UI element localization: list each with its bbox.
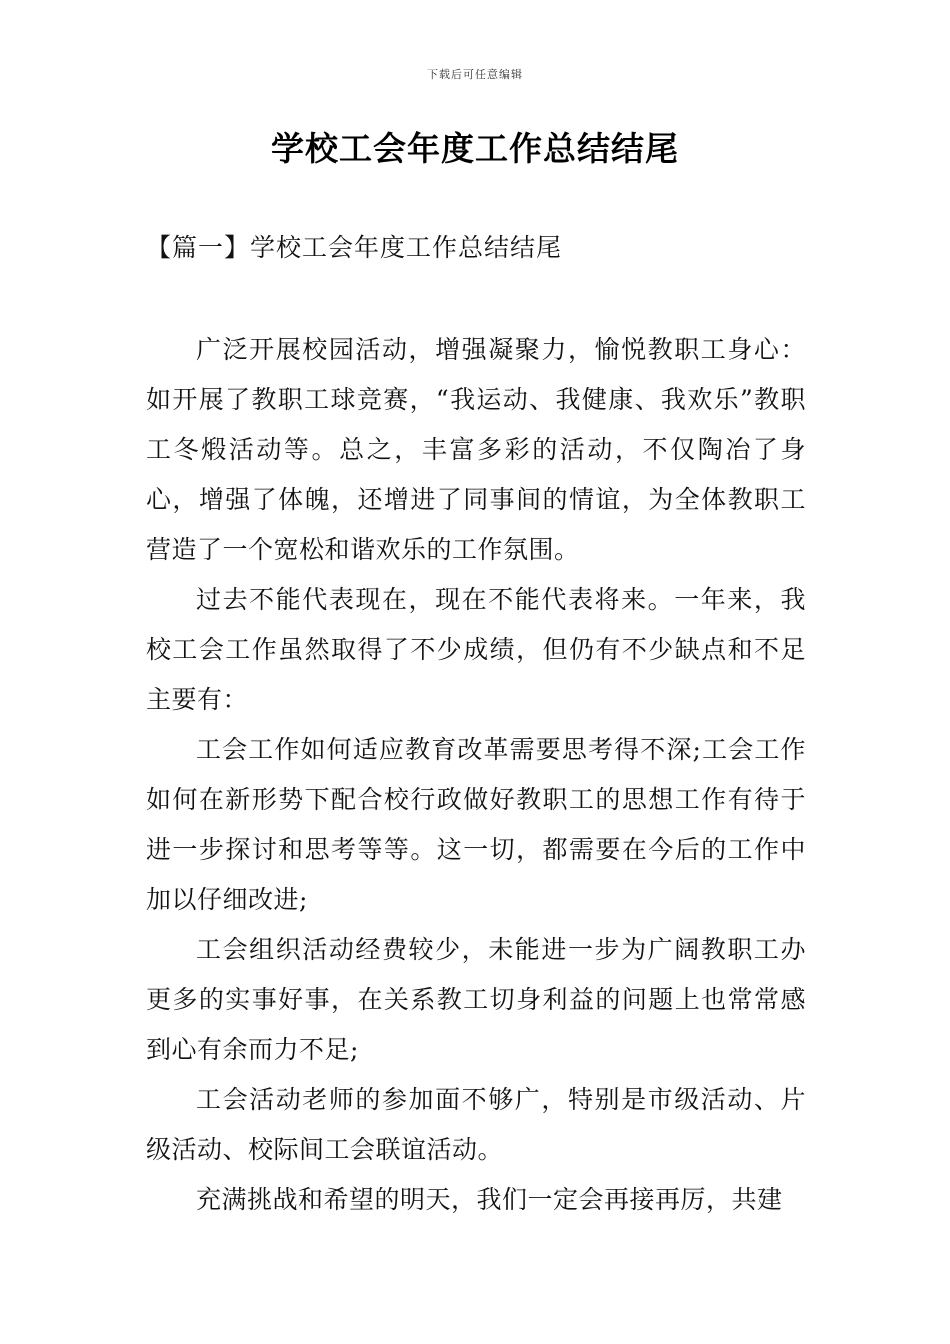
paragraph: 工会工作如何适应教育改革需要思考得不深;工会工作如何在新形势下配合校行政做好教职工的思想工作有待于进一步探讨和思考等等。这一切，都需要在今后的工作中加以仔细改进; xyxy=(146,735,806,914)
paragraph: 充满挑战和希望的明天，我们一定会再接再厉，共建 xyxy=(196,1185,783,1214)
section-heading: 【篇一】学校工会年度工作总结结尾 xyxy=(146,233,563,262)
paragraph: 过去不能代表现在，现在不能代表将来。一年来，我校工会工作虽然取得了不少成绩，但仍有不少缺点和不足主要有： xyxy=(146,585,806,714)
paragraph: 工会组织活动经费较少，未能进一步为广阔教职工办更多的实事好事，在关系教工切身利益的问题上也常常感到心有余而力不足; xyxy=(146,935,806,1064)
header-note: 下载后可任意编辑 xyxy=(427,68,523,81)
document-title: 学校工会年度工作总结结尾 xyxy=(271,129,679,168)
paragraph: 工会活动老师的参加面不够广，特别是市级活动、片级活动、校际间工会联谊活动。 xyxy=(146,1085,806,1164)
document-body xyxy=(146,325,806,1225)
paragraph: 广泛开展校园活动，增强凝聚力，愉悦教职工身心：如开展了教职工球竞赛，“我运动、我健康、我欢乐”教职工冬煅活动等。总之，丰富多彩的活动，不仅陶冶了身心，增强了体魄，还增进了同事间的情谊，为全体教职工营造了一个宽松和谐欢乐的工作氛围。 xyxy=(146,335,806,564)
